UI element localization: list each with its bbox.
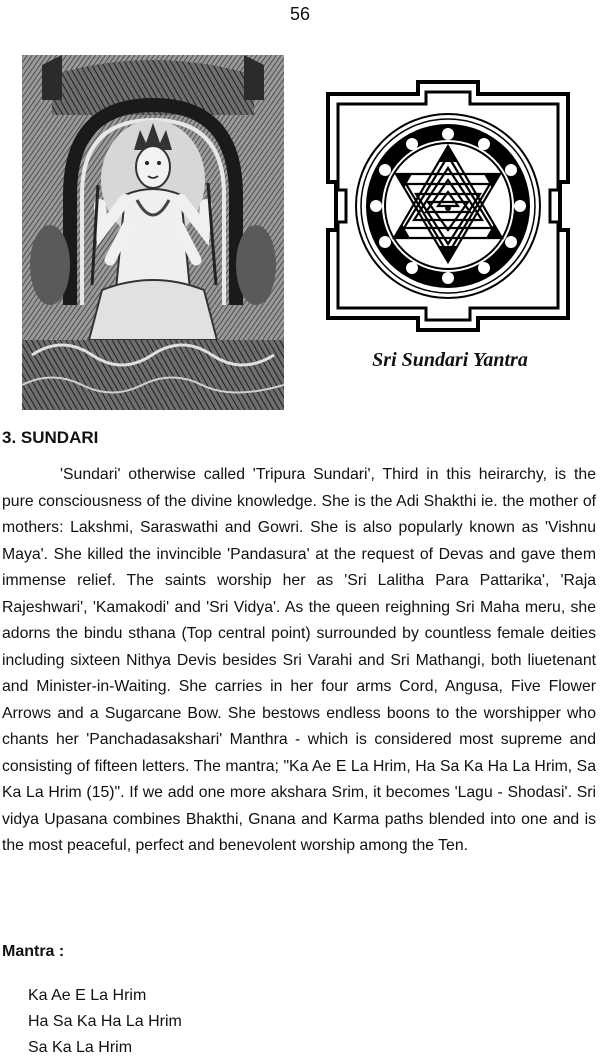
yantra-caption: Sri Sundari Yantra (372, 349, 528, 371)
page-number: 56 (289, 4, 311, 24)
sri-chakra-yantra-icon (324, 78, 572, 334)
mantra-line: Ka Ae E La Hrim (28, 987, 147, 1004)
body-paragraph: 'Sundari' otherwise called 'Tripura Sundari', Third in this heirarchy, is the pure consciousness of the divine knowledge. She is the Adi Shakthi ie. the mother of mothers: Lakshmi, Saraswathi and Gowri. She is also popularly known as 'Vishnu Maya'. She killed the invincible 'Pandasura' at the request of Devas and gave them immense relief. The saints worship her as 'Sri Lalitha Para Pattarika', 'Raja Rajeshwari', 'Kamakodi' and 'Sri Vidya'. As the queen reighning Sri Maha meru, she adorns the bindu sthana (Top central point) surrounded by countless female deities including sixteen Nithya Devis besides Sri Varahi and Sri Mathangi, both liuetenant and Minister-in-Waiting. She carries in her four arms Cord, Angusa, Five Flower Arrows and a Sugarcane Bow. She bestows endless boons to the worshipper who chants her 'Panchadasakshari' Manthra - which is considered most supreme and consisting of fifteen letters. The mantra; "Ka Ae E La Hrim, Ha Sa Ka Ha La Hrim, Sa Ka La Hrim (15)". If we add one more akshara Srim, it becomes 'Lagu - Shodasi'. Sri vidya Upasana combines Bhakthi, Gnana and Karma paths blended into one and is the most peaceful, perfect and benevolent worship among the Ten. (2, 466, 596, 854)
mantra-line: Sa Ka La Hrim (28, 1039, 133, 1056)
mantra-line: Ha Sa Ka Ha La Hrim (28, 1013, 182, 1030)
deity-photo-icon (22, 55, 284, 410)
section-heading: 3. SUNDARI (2, 428, 99, 447)
mantra-list (28, 983, 182, 1061)
mantra-heading: Mantra : (2, 943, 65, 960)
